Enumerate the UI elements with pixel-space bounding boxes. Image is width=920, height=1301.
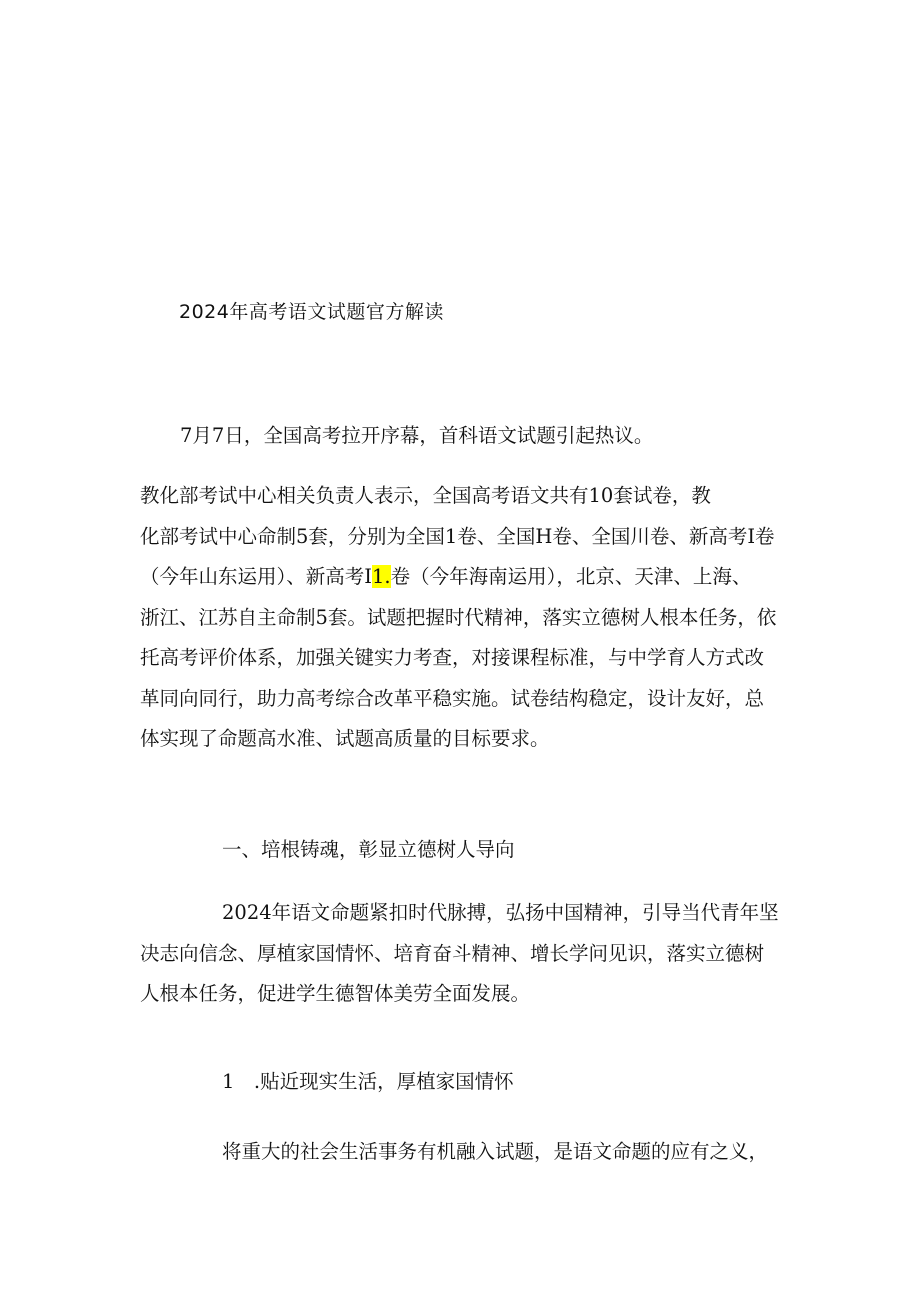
- paragraph-line: 革同向同行，助力高考综合改革平稳实施。试卷结构稳定，设计友好，总: [140, 686, 765, 710]
- text-segment: （今年山东运用）、新高考I: [140, 565, 372, 588]
- section-heading: [222, 830, 515, 871]
- section-heading-text: 一、培根铸魂，彰显立德树人导向: [222, 838, 515, 861]
- paragraph-line: 人根本任务，促进学生德智体美劳全面发展。: [140, 982, 531, 1005]
- document-title: 2024年高考语文试题官方解读: [179, 301, 444, 323]
- statement-paragraph: [140, 476, 776, 760]
- intro-line: 7月7日，全国高考拉开序幕，首科语文试题引起热议。: [180, 424, 654, 447]
- paragraph-line: 化部考试中心命制5套，分别为全国1卷、全国H卷、全国川卷、新高考I卷: [140, 524, 775, 548]
- paragraph-line: 托高考评价体系，加强关键实力考查，对接课程标准，与中学育人方式改: [140, 646, 765, 669]
- highlighted-text: 1.: [371, 565, 391, 588]
- paragraph-line: 教化部考试中心相关负责人表示，全国高考语文共有10套试卷，教: [140, 484, 711, 507]
- paragraph-line: [140, 557, 776, 598]
- text-segment: 卷（今年海南运用），北京、天津、上海、: [390, 565, 752, 588]
- subsection-heading: [222, 1062, 514, 1103]
- section-paragraph: [140, 893, 779, 1015]
- intro-paragraph: [180, 416, 653, 457]
- paragraph-line: 将重大的社会生活事务有机融入试题，是语文命题的应有之义，: [222, 1140, 769, 1163]
- paragraph-line: 体实现了命题高水准、试题高质量的目标要求。: [140, 727, 550, 750]
- paragraph-line: 2024年语文命题紧扣时代脉搏，弘扬中国精神，引导当代青年坚: [222, 901, 779, 924]
- paragraph-line: 浙江、江苏自主命制5套。试题把握时代精神，落实立德树人根本任务，依: [140, 605, 777, 629]
- paragraph-line: 决志向信念、厚植家国情怀、培育奋斗精神、增长学问见识，落实立德树: [140, 941, 765, 965]
- subsection-heading-text: 1 .贴近现实生活，厚植家国情怀: [222, 1070, 514, 1093]
- subsection-paragraph: [222, 1132, 768, 1173]
